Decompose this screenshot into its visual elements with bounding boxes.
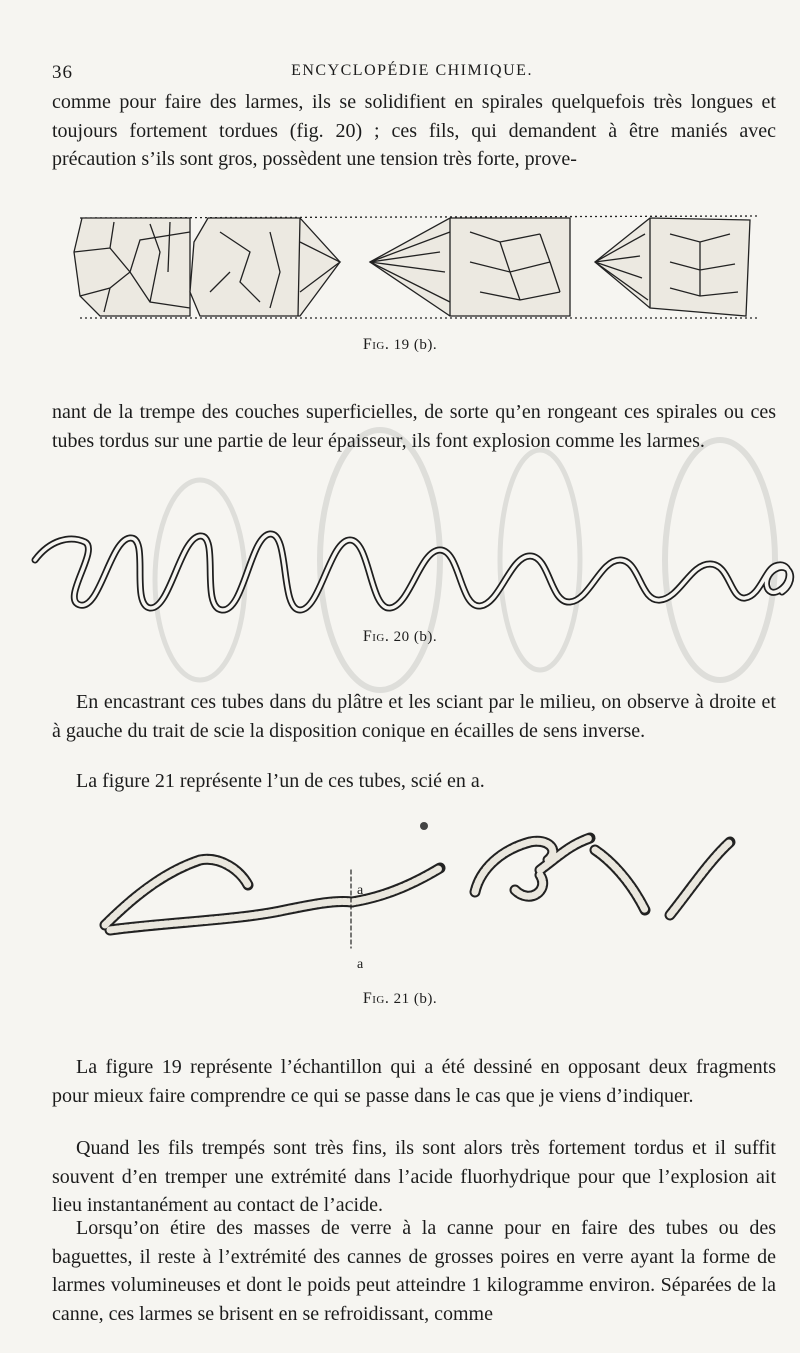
page-number: 36: [52, 62, 73, 83]
figure-20-caption: [0, 628, 800, 646]
figure-20-illustration: [30, 520, 800, 620]
running-title: ENCYCLOPÉDIE CHIMIQUE.: [291, 62, 533, 79]
saw-mark-bottom: a: [357, 957, 364, 972]
figure-19-caption: [0, 336, 800, 354]
figure-20-number: 20: [393, 629, 410, 645]
paragraph-3: En encastrant ces tubes dans du plâtre et les sciant par le milieu, on observe à droite et à gauche du trait de scie la disposition conique en écailles de sens inverse.: [52, 691, 776, 742]
paragraph-2: nant de la trempe des couches superficielles, de sorte qu’en rongeant ces spirales ou ces tubes tordus sur une partie de leur épaisseur, ils font explosion comme les larmes.: [52, 401, 776, 452]
running-header: [52, 58, 772, 86]
paragraph-6: Quand les fils trempés sont très fins, ils sont alors très fortement tordus et il suffit souvent d’en tremper une extrémité dans l’acide fluorhydrique pour que l’explosion ait lieu instantanément au contact de l’acide.: [52, 1137, 776, 1216]
paragraph-7: Lorsqu’on étire des masses de verre à la canne pour en faire des tubes ou des baguettes, il reste à l’extrémité des cannes de grosses poires en verre ayant la forme de larmes volumineuses et dont le poids peut atteindre 1 kilogramme environ. Séparées de la canne, ces larmes se brisent en se refroidissant, comme: [52, 1217, 776, 1325]
figure-19-number: 19: [393, 337, 410, 353]
figure-21-caption: [0, 990, 800, 1008]
paragraph-5: La figure 19 représente l’échantillon qui a été dessiné en opposant deux fragments pour mieux faire comprendre ce qui se passe dans le cas que je viens d’indiquer.: [52, 1056, 776, 1107]
figure-21-illustration: [90, 830, 740, 970]
figure-20-label: Fig.: [362, 628, 390, 645]
figure-19-illustration: [70, 212, 760, 324]
paragraph-1: comme pour faire des larmes, ils se solidifient en spirales quelquefois très longues et toujours fortement tordues (fig. 20) ; ces fils, qui demandent à être maniés avec précaution s’ils sont gros, possèdent une tension très forte, prove-: [52, 91, 776, 170]
figure-21-label: Fig.: [362, 990, 390, 1007]
saw-mark-top: a: [357, 883, 364, 898]
figure-20-note: (b).: [413, 629, 438, 645]
figure-19-label: Fig.: [362, 336, 390, 353]
figure-21-number: 21: [393, 991, 410, 1007]
figure-19-note: (b).: [413, 337, 438, 353]
paragraph-4: La figure 21 représente l’un de ces tubes, scié en a.: [76, 770, 485, 792]
figure-21-note: (b).: [413, 991, 438, 1007]
